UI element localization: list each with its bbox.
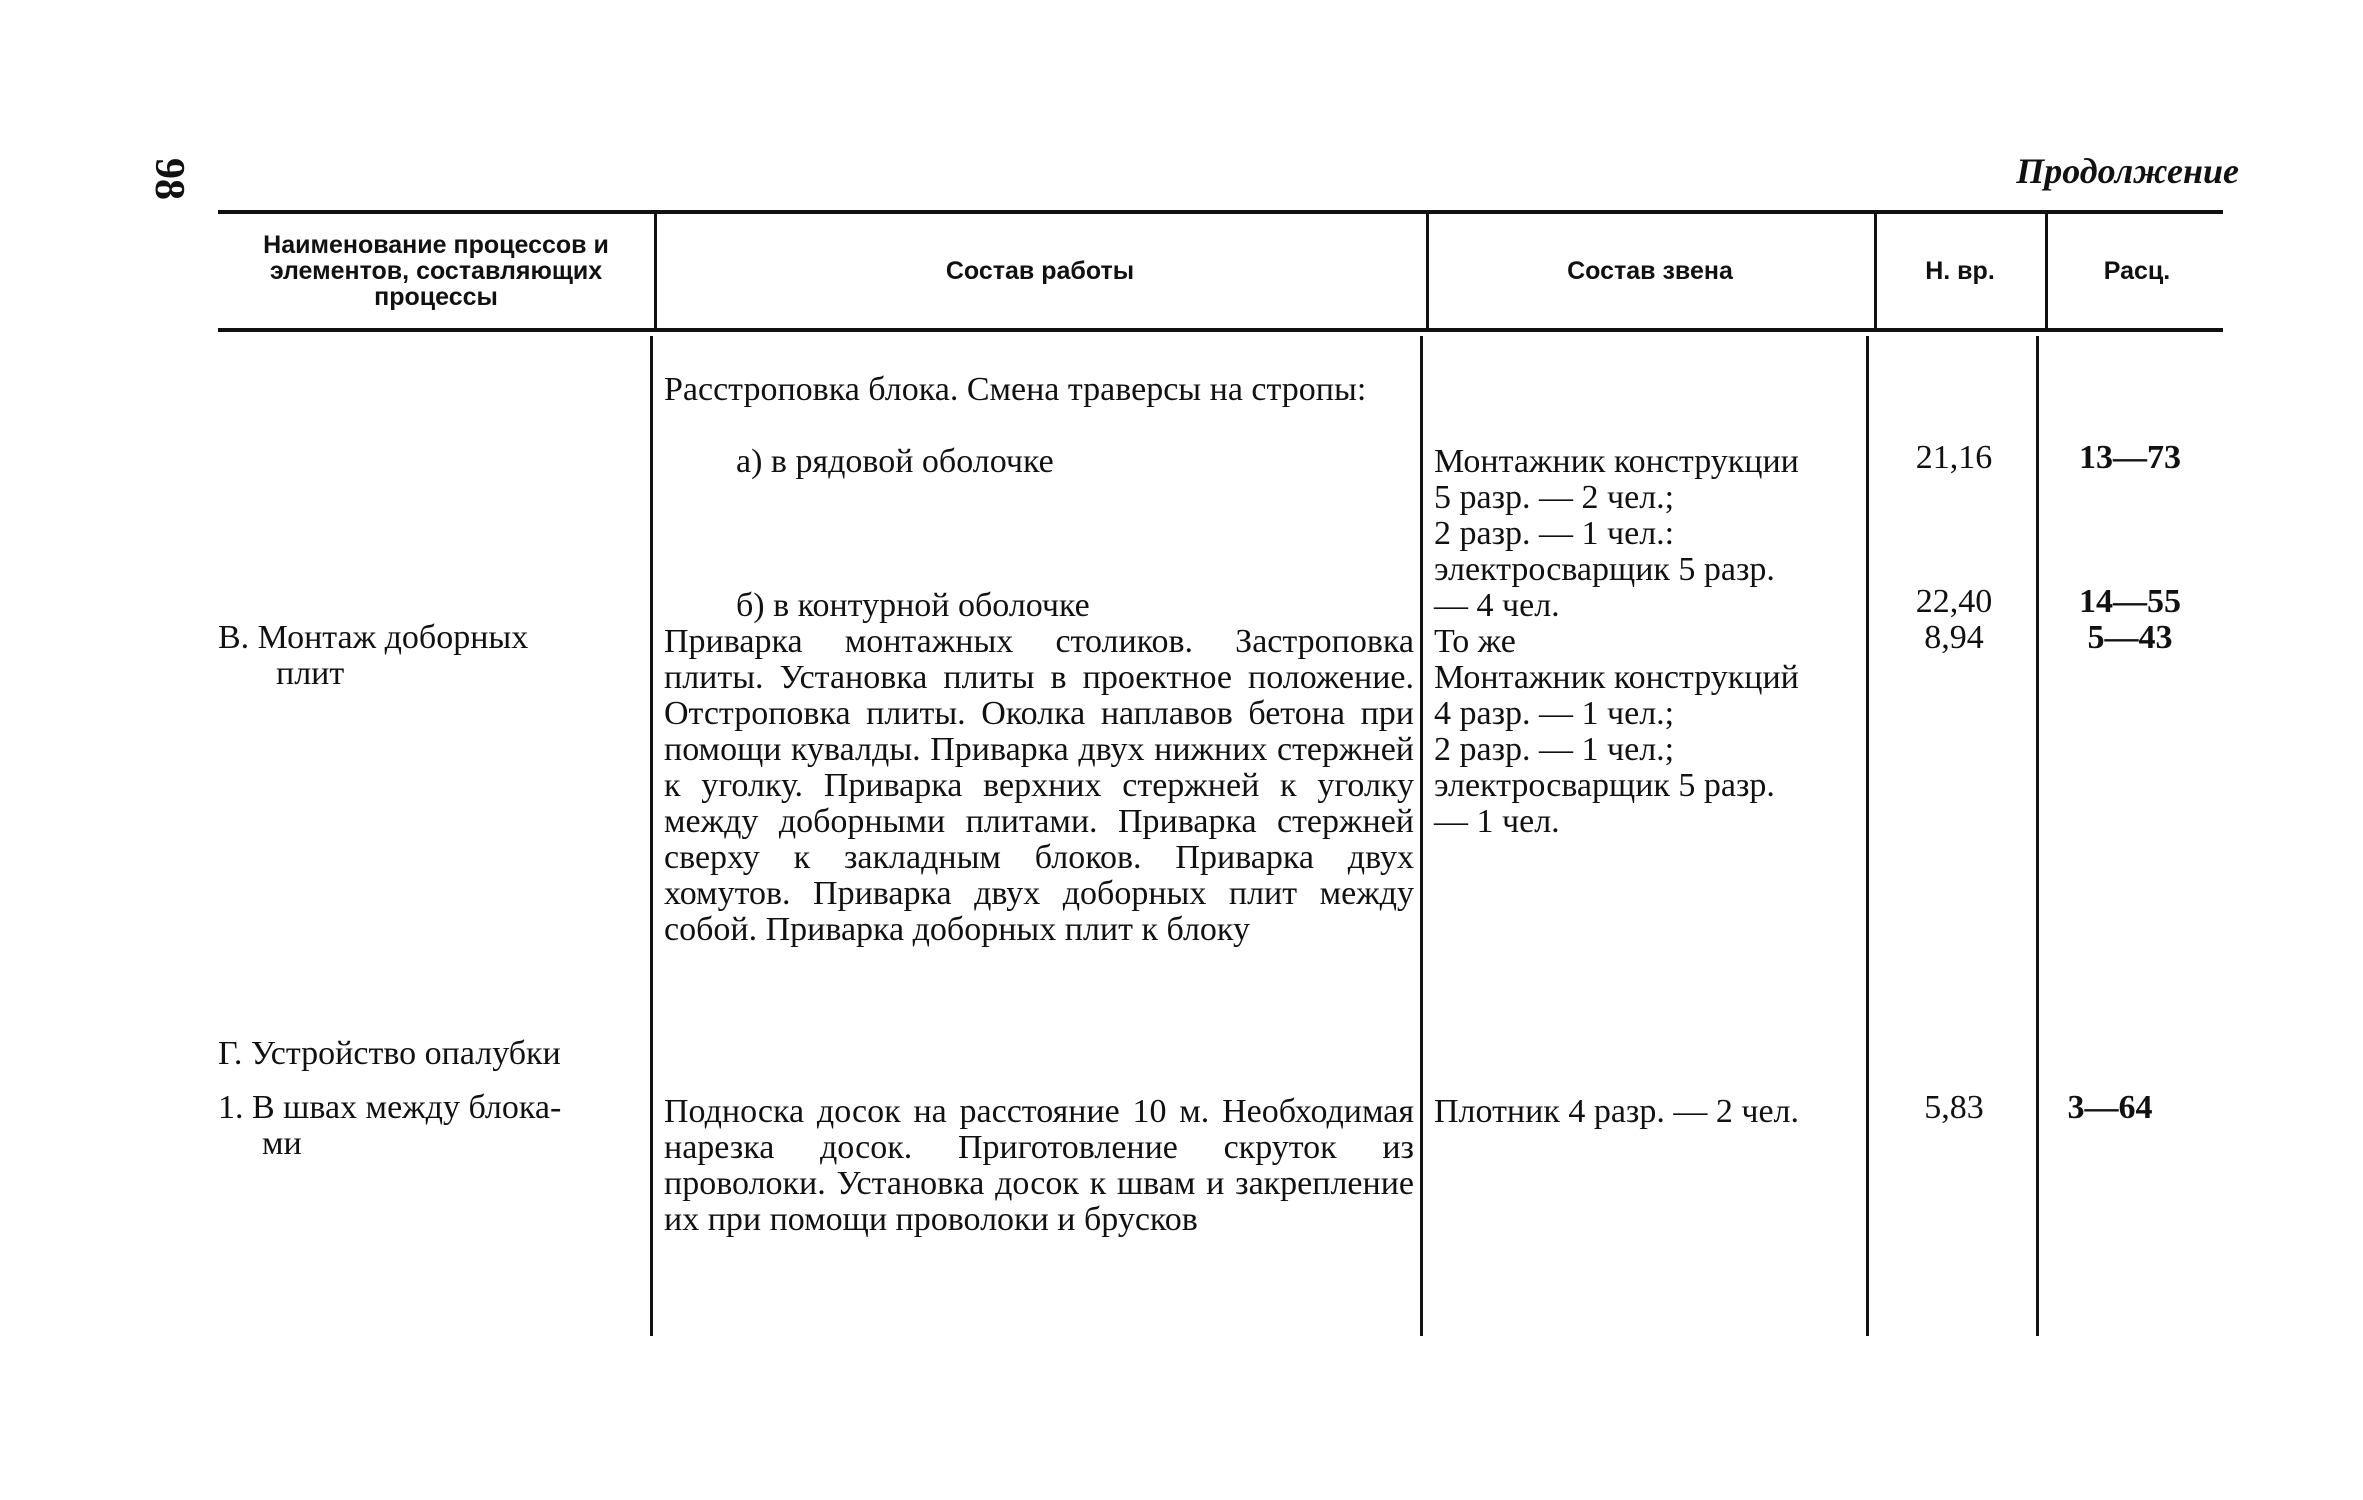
crew-row-v: То же Монтажник конструкций 4 разр. — 1 чел.; 2 разр. — 1 чел.; электросварщик 5 разр. — 1 чел. xyxy=(1434,623,1799,840)
rate-row-g1: 3—64 xyxy=(2067,1089,2153,1126)
header-separator xyxy=(654,214,657,328)
norm-row-v: 8,94 xyxy=(1924,619,1984,656)
table-top-rule xyxy=(218,210,2223,214)
header-separator xyxy=(2045,214,2048,328)
header-work: Состав работы xyxy=(945,257,1135,285)
name-row-v-cont: плит xyxy=(276,655,345,692)
rate-variant-a: 13—73 xyxy=(2079,439,2181,476)
column-separator xyxy=(1866,336,1869,1336)
work-variant-a: а) в рядовой оболочке xyxy=(736,443,1054,480)
header-crew: Состав звена xyxy=(1567,257,1733,285)
column-separator xyxy=(1420,336,1423,1336)
rate-row-v: 5—43 xyxy=(2087,619,2173,656)
crew-row-g1: Плотник 4 разр. — 2 чел. xyxy=(1434,1093,1800,1130)
header-bottom-rule xyxy=(218,328,2223,332)
page-number: 98 xyxy=(146,158,192,200)
header-rate: Расц. xyxy=(2103,257,2171,285)
norm-row-g1: 5,83 xyxy=(1924,1089,1984,1126)
column-separator xyxy=(2036,336,2039,1336)
continuation-label: Продолжение xyxy=(2016,151,2239,191)
work-variant-b: б) в контурной оболочке xyxy=(736,587,1090,624)
header-name: Наименование процессов и элементов, составляющих процессы xyxy=(263,231,609,311)
norm-variant-a: 21,16 xyxy=(1915,439,1993,476)
crew-row-a: Монтажник конструкции 5 разр. — 2 чел.; 2 разр. — 1 чел.: электросварщик 5 разр. — 4 чел. xyxy=(1434,443,1799,624)
header-separator xyxy=(1874,214,1877,328)
work-row-v: Приварка монтажных столиков. Застроповка плиты. Установка плиты в проектное положение. Отстроповка плиты. Околка наплавов бетона при помощи кувалды. Приварка двух нижних стержней к уголку. Приварка верхних стержней к уголку между доборными плитами. Приварка стержней сверху к закладным блоков. Приварка двух хомутов. Приварка двух доборных плит между собой. Приварка доборных плит к блоку xyxy=(664,623,1414,948)
column-separator xyxy=(650,336,653,1336)
name-row-g1-cont: ми xyxy=(262,1125,302,1162)
work-unslinging-intro: Расстроповка блока. Смена траверсы на стропы: xyxy=(664,371,1367,408)
header-norm: Н. вр. xyxy=(1925,257,1995,285)
rate-variant-b: 14—55 xyxy=(2079,583,2181,620)
norm-variant-b: 22,40 xyxy=(1915,583,1993,620)
section-g-title: Г. Устройство опалубки xyxy=(218,1035,561,1072)
name-row-g1: 1. В швах между блока- xyxy=(218,1089,562,1126)
name-row-v: В. Монтаж доборных xyxy=(218,619,529,656)
work-row-g1: Подноска досок на расстояние 10 м. Необходимая нарезка досок. Приготовление скруток из проволоки. Установка досок к швам и закрепление их при помощи проволоки и брусков xyxy=(664,1093,1414,1238)
header-separator xyxy=(1426,214,1429,328)
